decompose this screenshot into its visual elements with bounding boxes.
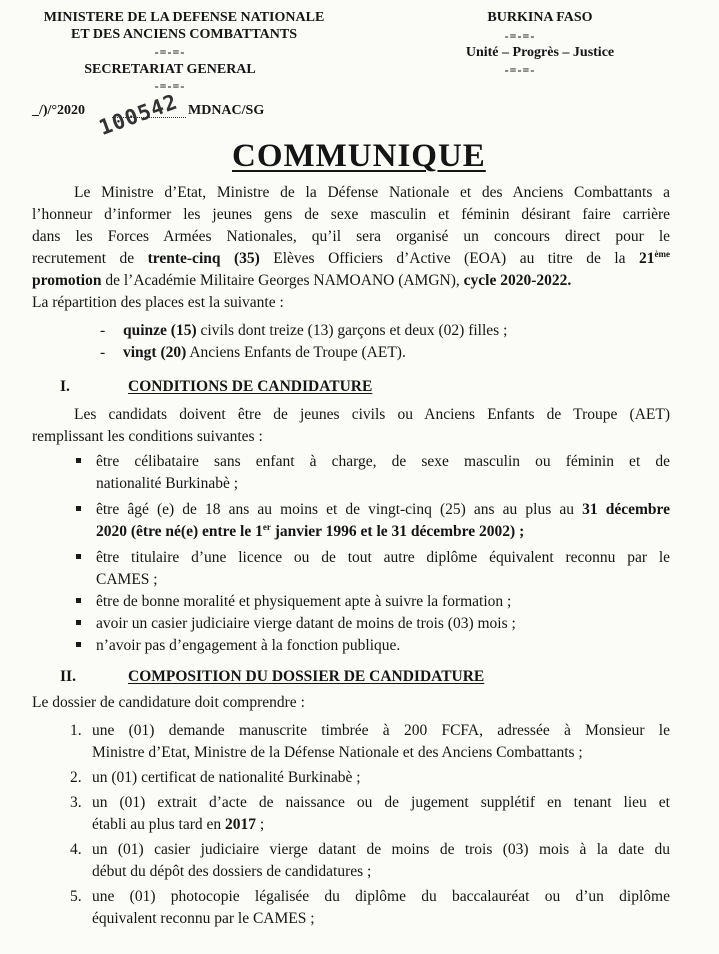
item-number: 5. [70, 888, 82, 905]
header-separator-right-1: -=-=- [504, 29, 536, 43]
section-1-intro-line-2: remplissant les conditions suivantes : [32, 428, 263, 445]
square-bullet-icon [76, 642, 81, 647]
square-bullet-icon [76, 506, 81, 511]
square-bullet-icon [76, 598, 81, 603]
header-separator-right-2: -=-=- [504, 63, 536, 77]
conditions-list [76, 451, 670, 657]
item-1-line-2: Ministre d’Etat, Ministre de la Défense Nationale et des Anciens Combattants ; [92, 744, 583, 761]
intro-bold-count: trente-cinq (35) [147, 250, 260, 267]
section-1-title: CONDITIONS DE CANDIDATURE [128, 378, 373, 395]
item-2-line-1: un (01) certificat de nationalité Burkinabè ; [92, 769, 361, 786]
list-item [70, 839, 670, 883]
ministry-line-1: MINISTERE DE LA DEFENSE NATIONALE [43, 10, 325, 25]
header-separator-left-1: -=-=- [154, 45, 186, 59]
promotion-suffix: ème [654, 248, 671, 259]
condition-3-line-1: être titulaire d’une licence ou de tout autre diplôme équivalent reconnu par le [96, 549, 670, 566]
header-separator-left-2: -=-=- [154, 79, 186, 93]
reference-suffix: MDNAC/SG [188, 103, 265, 118]
list-item [76, 451, 670, 495]
intro-text: recrutement de [32, 250, 148, 267]
country-name: BURKINA FASO [487, 10, 593, 25]
intro-line-5 [32, 270, 670, 292]
dash-bullet: - [100, 322, 106, 339]
intro-text: de l’Académie Militaire Georges NAMOANO (AMGN), [101, 272, 464, 289]
item-number: 2. [70, 769, 82, 786]
reference-prefix: _/)/°2020 [32, 103, 86, 118]
intro-line-2: l’honneur d’informer les jeunes gens de sexe masculin et féminin désirant faire carrière [32, 206, 670, 223]
item-4-line-1: un (01) casier judiciaire vierge datant de moins de trois (03) mois à la date du [92, 841, 670, 858]
list-item-text: Anciens Enfants de Troupe (AET). [186, 344, 406, 361]
intro-text: Elèves Officiers d’Active (EOA) au titre de la [259, 250, 640, 267]
condition-bold-date: 31 décembre [582, 501, 670, 518]
item-text: ; [256, 816, 265, 833]
item-number: 4. [70, 841, 82, 858]
condition-bold-text: 2020 (être né(e) entre le 1 [96, 523, 263, 540]
square-bullet-icon [76, 554, 81, 559]
condition-2-line-1 [96, 499, 670, 521]
intro-line-4 [32, 248, 670, 270]
list-item [76, 613, 670, 635]
item-number: 3. [70, 794, 82, 811]
intro-line-6: La répartition des places est la suivante : [32, 294, 284, 311]
dossier-list [70, 720, 670, 930]
section-1-intro [32, 404, 670, 448]
item-bold-year: 2017 [225, 816, 256, 833]
list-item-bold: vingt (20) [123, 344, 187, 361]
condition-2-line-2 [96, 521, 670, 543]
condition-6: n’avoir pas d’engagement à la fonction publique. [96, 637, 401, 654]
distribution-list [100, 320, 660, 364]
dash-bullet: - [100, 344, 106, 361]
handwritten-number-stamp: 100542 [95, 89, 181, 140]
section-1-number: I. [60, 378, 70, 395]
intro-line-3: dans les Forces Armées Nationales, qu’il sera organisé un concours direct pour le [32, 228, 670, 245]
list-item-text: civils dont treize (13) garçons et deux (02) filles ; [196, 322, 508, 339]
section-1-intro-line-1: Les candidats doivent être de jeunes civils ou Anciens Enfants de Troupe (AET) [74, 406, 670, 423]
intro-bold-promotion: promotion [32, 272, 102, 289]
square-bullet-icon [76, 620, 81, 625]
page-title: COMMUNIQUE [232, 138, 486, 174]
promotion-number: 21 [639, 250, 655, 267]
condition-1-line-1: être célibataire sans enfant à charge, de sexe masculin ou féminin et de [96, 453, 670, 470]
condition-1-line-2: nationalité Burkinabè ; [96, 475, 239, 492]
condition-text: être âgé (e) de 18 ans au moins et de vingt-cinq (25) ans au plus au [96, 501, 583, 518]
item-3-line-1: un (01) extrait d’acte de naissance ou de jugement supplétif en tenant lieu et [92, 794, 670, 811]
square-bullet-icon [76, 458, 81, 463]
section-2-intro: Le dossier de candidature doit comprendre : [32, 694, 305, 711]
ministry-line-2: ET DES ANCIENS COMBATTANTS [70, 27, 297, 42]
intro-paragraph [32, 182, 670, 314]
intro-bold-cycle: cycle 2020-2022. [463, 272, 572, 289]
list-item [70, 767, 670, 789]
list-item [76, 635, 670, 657]
item-number: 1. [70, 722, 82, 739]
intro-line-1: Le Ministre d’Etat, Ministre de la Défense Nationale et des Anciens Combattants a [74, 184, 670, 201]
ordinal-suffix: er [262, 521, 271, 532]
item-1-line-1: une (01) demande manuscrite timbrée à 200 FCFA, adressée à Monsieur le [92, 722, 670, 739]
condition-4: être de bonne moralité et physiquement apte à suivre la formation ; [96, 593, 512, 610]
section-2-number: II. [60, 668, 76, 685]
list-item [76, 591, 670, 613]
section-2-title: COMPOSITION DU DOSSIER DE CANDIDATURE [128, 668, 485, 685]
secretariat-general: SECRETARIAT GENERAL [84, 62, 256, 77]
list-item [76, 499, 670, 543]
item-3-line-2 [92, 814, 670, 836]
list-item [70, 886, 670, 930]
condition-5: avoir un casier judiciaire vierge datant de moins de trois (03) mois ; [96, 615, 516, 632]
national-motto: Unité – Progrès – Justice [465, 45, 615, 60]
condition-bold-text: janvier 1996 et le 31 décembre 2002) ; [270, 523, 525, 540]
list-item [70, 720, 670, 764]
condition-3-line-2: CAMES ; [96, 571, 158, 588]
item-5-line-1: une (01) photocopie légalisée du diplôme du baccalauréat ou d’un diplôme [92, 888, 670, 905]
list-item-bold: quinze (15) [123, 322, 197, 339]
list-item [100, 320, 660, 342]
list-item [70, 792, 670, 836]
ministry-header [28, 9, 340, 43]
item-5-line-2: équivalent reconnu par le CAMES ; [92, 910, 315, 927]
list-item [100, 342, 660, 364]
item-4-line-2: début du dépôt des dossiers de candidatures ; [92, 863, 372, 880]
item-text: établi au plus tard en [92, 816, 225, 833]
list-item [76, 547, 670, 591]
